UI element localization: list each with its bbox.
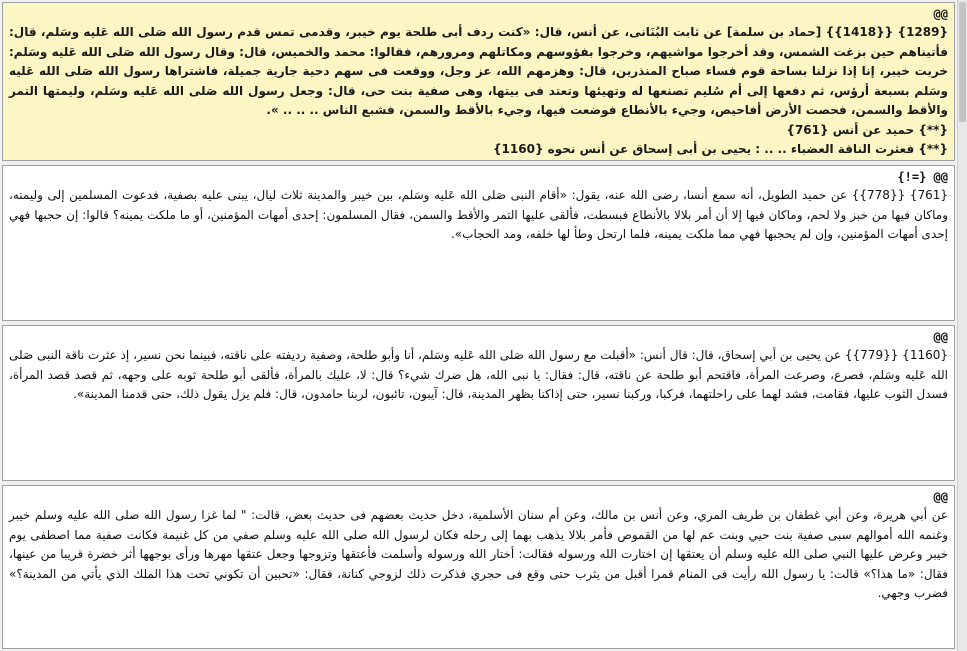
scrollbar-thumb[interactable]	[959, 2, 966, 122]
entry-marker: @@	[933, 330, 948, 344]
hadith-pane-2[interactable]	[2, 165, 955, 321]
entry-marker: @@	[933, 490, 948, 504]
hadith-pane-4[interactable]	[2, 485, 955, 649]
hadith-pane-1[interactable]	[2, 2, 955, 161]
cross-reference-line: {**} فعثرت الناقة العضباء .. .. : يحيى بن أبى إسحاق عن أنس نحوه {1160}	[492, 142, 948, 156]
hadith-text: {1289} {{1418}} [حماد بن سلمة] عن ثابت البُنَانى، عن أنس، قال: «كنت ردف أبى طلحة يوم خيبر، وقدمى تمس قدم رسول الله صَلى الله عَليه وسَلم، قال: فأتيناهم حين بزغت الشمس، وقد أخرجوا مواشيهم، وخرجوا بفؤوسهم ومكاتلهم ومرورهم، فقالوا: محمد والخميس، قال: وقال رسول الله صَلى الله عَليه وسَلم: خربت خيبر، إنا إذا نزلنا بساحة قوم فساء صباح المنذرين، قال: وهزمهم الله، عز وجل، ووقعت فى سهم دحية جارية جميلة، فاشتراها رسول الله صَلى الله عَليه وسَلم بسبعة أرؤس، ثم دفعها إلى أم سُليم تصنعها له وتهيئها وتعتد فى بيتها، وهى صفية بنت حى، قال: وجعل رسول الله صَلى الله عَليه وسَلم، وليمتها التمر والأقط والسمن، فحصت الأرض أفاحيص، وجيء بالأنطاع فوضعت فيها، وجيء بالأقط والسمن، فشبع الناس .. .. .. ».	[9, 25, 949, 117]
hadith-text: {1160} {{779}} عن يحيى بن أبي إسحاق، قال: قال أنس: «أقبلت مع رسول الله صَلى الله عَليه وسَلم، أنا وأبو طلحة، وصفية رديفته على ناقته، فبينما نحن نسير، إذ عثرت ناقة النبى صَلى الله عَليه وسَلم، فصرع، وصرعت المرأة، فاقتحم أبو طلحة عن ناقته، قال: فقال: يا نبى الله، هل ضرك شيء؟ قال: لا، عليك بالمرأة، فألقى أبو طلحة ثوبه على وجهه، ثم قصد قصد المرأة، فسدل الثوب عليها، فقامت، فشد لهما على راحلتهما، فركبا، وركبنا نسير، حتى إذاكنا بظهر المدينة، قال: آيبون، تائبون، لربنا حامدون، قال: فلم يزل يقول ذلك، حتى قدمنا المدينة».	[9, 348, 948, 401]
cross-reference-line: {**} حميد عن أنس {761}	[786, 122, 948, 137]
entry-marker: @@	[933, 7, 948, 21]
entry-marker: @@ {=!}	[897, 170, 948, 184]
hadith-pane-3[interactable]	[2, 325, 955, 481]
vertical-scrollbar[interactable]	[957, 0, 967, 651]
hadith-text: {761} {{778}} عن حميد الطويل، أنه سمع أنسا، رضى الله عنه، يقول: «أقام النبى صَلى الله عَليه وسَلم، بين خيبر والمدينة ثلاث ليال، يبنى عليه بصفية، فدعوت المسلمين إلى وليمته، وماكان فيها من خبز ولا لحم، وماكان فيها إلا أن أمر بلالا بالأنطاع فبسطت، فألقى عليها التمر والأقط والسمن، فقال المسلمون: إحدى أمهات المؤمنين، أو ما ملكت يمينه؟ قالوا: إن حجبها فهي إحدى أمهات المؤمنين، وإن لم يحجبها فهي مما ملكت يمينه، فلما ارتحل وطأ لها خلفه، ومد الحجاب».	[9, 188, 948, 241]
hadith-text: عن أبي هريرة، وعن أبي غطفان بن طريف المري، وعن أنس بن مالك، وعن أم سنان الأسلمية، دخل حديث بعضهم فى حديث بعض، قالت: " لما غزا رسول الله صلى الله عليه وسلم خيبر وغنمه الله أموالهم سبى صفية بنت حيي وبنت عم لها من القموص فأمر بلالا يذهب بهما إلى رحله فكان لرسول الله صلى الله عليه وسلم صفي من كل غنيمة فكانت صفية مما اصطفى يوم خيبر وعرض عليها النبي صلى الله عليه وسلم أن يعتقها إن اختارت الله ورسوله فقالت: أختار الله ورسوله وأسلمت فأعتقها وتزوجها وجعل عتقها مهرها ورأى بوجهها أثر خضرة قريبا من عينها، فقال: «ما هذا؟» قالت: يا رسول الله رأيت فى المنام قمرا أقبل من يثرب حتى وقع فى حجري فذكرت ذلك لزوجي كنانة، فقال: «تحبين أن تكوني تحت هذا الملك الذي يأتي من المدينة؟» فضرب وجهي.	[9, 508, 948, 600]
